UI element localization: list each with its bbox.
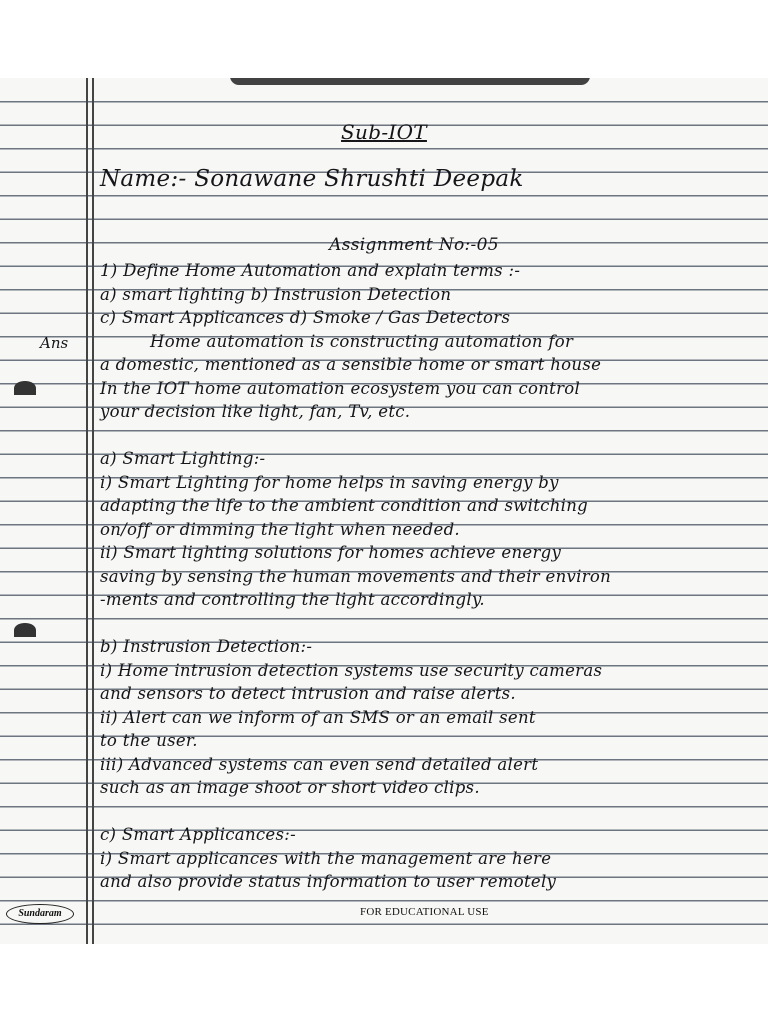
handwritten-line: saving by sensing the human movements and their environ: [100, 566, 612, 586]
handwritten-line: ii) Alert can we inform of an SMS or an email sent: [100, 707, 536, 727]
handwritten-line: and also provide status information to user remotely: [100, 872, 557, 891]
handwritten-line: ii) Smart lighting solutions for homes achieve energy: [100, 543, 562, 562]
margin-line: [92, 78, 94, 944]
handwritten-line: 1) Define Home Automation and explain terms :-: [100, 261, 521, 280]
subject-heading: Sub-IOT: [341, 120, 427, 144]
handwritten-line: adapting the life to the ambient condition and switching: [100, 496, 588, 515]
handwritten-line: a domestic, mentioned as a sensible home or smart house: [100, 355, 602, 374]
handwritten-line: [100, 802, 740, 825]
notebook-page: [0, 78, 768, 944]
handwritten-line: i) Smart Lighting for home helps in saving energy by: [100, 472, 559, 492]
handwritten-line: a) smart lighting b) Instrusion Detection: [100, 284, 452, 304]
footer-text: FOR EDUCATIONAL USE: [360, 906, 489, 918]
handwritten-line: i) Home intrusion detection systems use security cameras: [100, 660, 603, 680]
handwritten-line: [100, 614, 740, 637]
handwritten-line: i) Smart applicances with the management are here: [100, 848, 552, 868]
page-shadow: [230, 78, 590, 85]
margin-line: [86, 78, 88, 944]
binder-hole: [14, 381, 36, 395]
handwritten-line: c) Smart Applicances d) Smoke / Gas Detectors: [100, 308, 511, 327]
handwritten-line: such as an image shoot or short video clips.: [100, 778, 480, 797]
handwritten-line: iii) Advanced systems can even send detailed alert: [100, 754, 539, 774]
assignment-heading: Assignment No:-05: [329, 235, 499, 255]
handwritten-line: a) Smart Lighting:-: [100, 449, 266, 468]
handwritten-line: -ments and controlling the light accordingly.: [100, 590, 485, 609]
handwritten-line: your decision like light, fan, Tv, etc.: [100, 402, 411, 421]
student-name: Name:- Sonawane Shrushti Deepak: [100, 166, 524, 192]
brand-logo: Sundaram: [6, 904, 74, 924]
answer-label: Ans: [40, 334, 69, 352]
handwritten-line: In the IOT home automation ecosystem you can control: [100, 378, 581, 398]
handwritten-line: Home automation is constructing automation for: [150, 331, 574, 351]
handwritten-line: to the user.: [100, 731, 198, 750]
handwritten-line: b) Instrusion Detection:-: [100, 637, 313, 656]
binder-hole: [14, 623, 36, 637]
handwritten-line: c) Smart Applicances:-: [100, 825, 296, 844]
handwritten-line: and sensors to detect intrusion and raise alerts.: [100, 684, 516, 703]
handwritten-line: [100, 426, 740, 449]
handwritten-line: on/off or dimming the light when needed.: [100, 519, 460, 539]
